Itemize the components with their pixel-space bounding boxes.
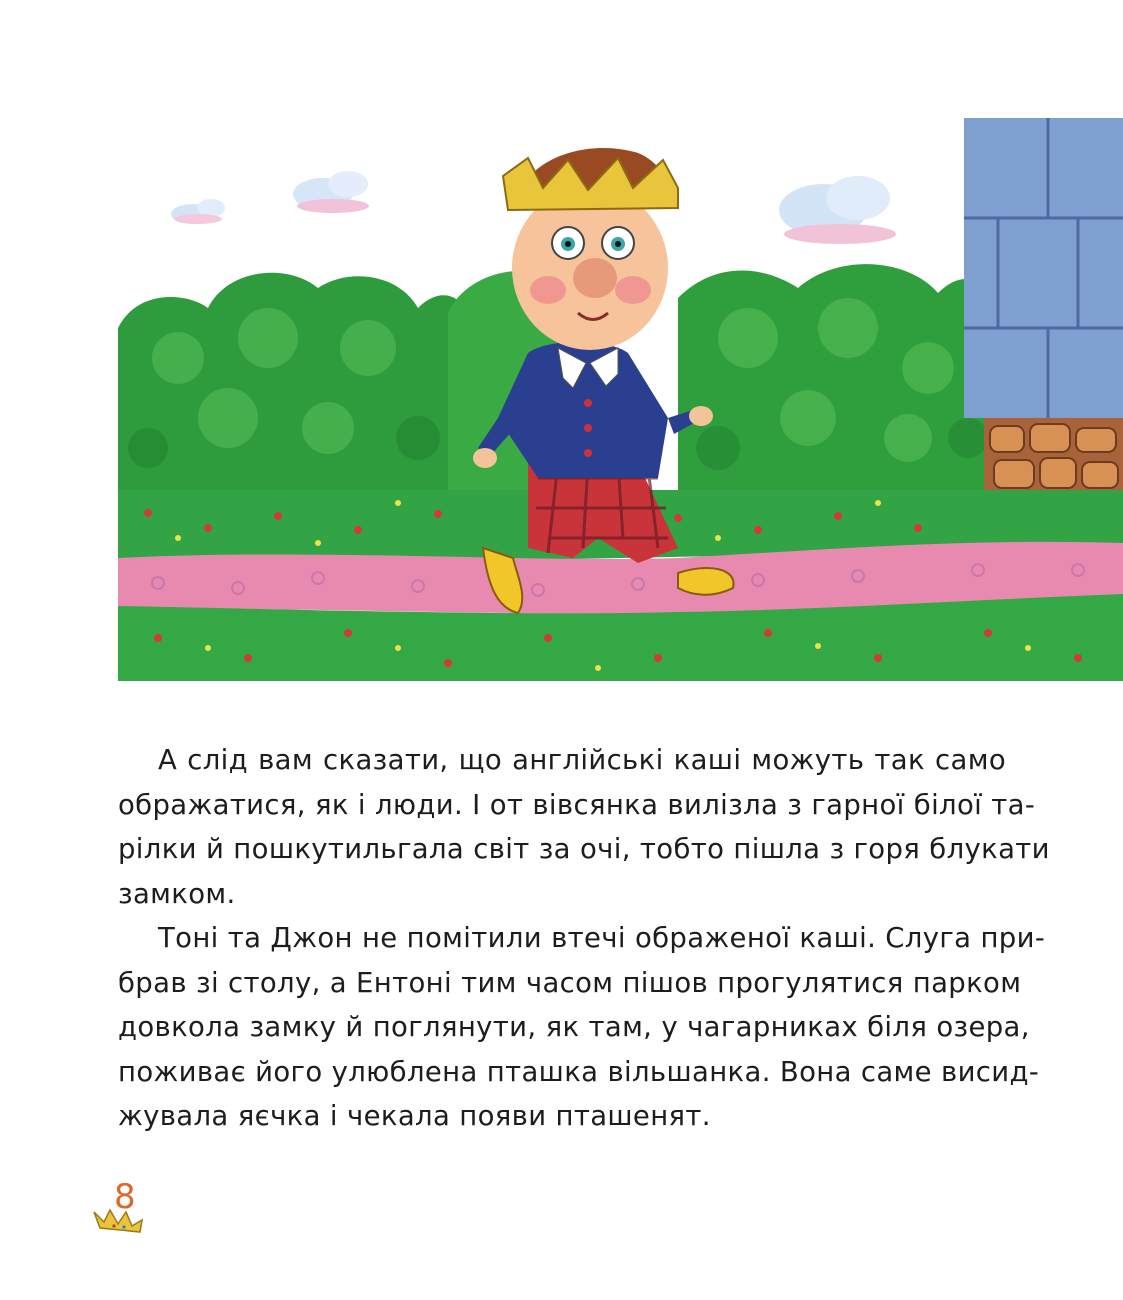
- text-line: поживає його улюблена пташка вільшанка. Вона саме висид-: [118, 1055, 1040, 1088]
- page-number: 8: [114, 1177, 136, 1217]
- story-text: [118, 738, 1050, 1139]
- castle-wall: [964, 118, 1123, 526]
- text-line: Тоні та Джон не помітили втечі ображеної каші. Слуга при-: [158, 922, 1046, 954]
- paragraph-1: [118, 738, 1050, 916]
- page-footer: [92, 1178, 152, 1238]
- text-line: брав зі столу, а Ентоні тим часом пішов прогулятися парком: [118, 966, 1022, 999]
- illustration: [118, 118, 1123, 681]
- text-line: А слід вам сказати, що англійські каші можуть так само: [158, 744, 1006, 776]
- boy-prince-walking-picture: [118, 118, 1123, 681]
- text-line: рілки й пошкутильгала світ за очі, тобто пішла з горя блукати: [118, 833, 1050, 865]
- text-line: ображатися, як і люди. І от вівсянка вилізла з гарної білої та-: [118, 788, 1036, 821]
- paragraph-2: [118, 916, 1046, 1139]
- text-line: жувала яєчка і чекала появи пташенят.: [118, 1100, 711, 1132]
- text-line: довкола замку й поглянути, як там, у чагарниках біля озера,: [118, 1011, 1030, 1043]
- text-line: замком.: [118, 877, 236, 910]
